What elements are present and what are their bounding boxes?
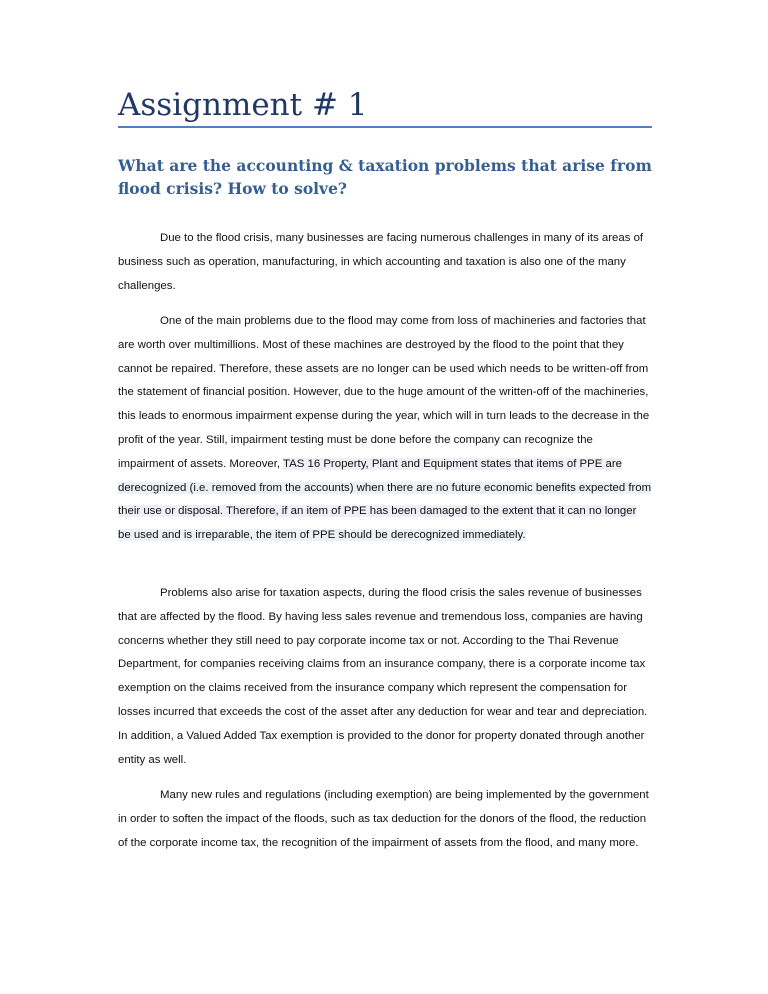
paragraph-1 bbox=[118, 227, 652, 298]
paragraph-2 bbox=[118, 310, 652, 548]
paragraph-2-text: One of the main problems due to the flood may come from loss of machineries and factories that are worth over multimillions. Most of these machines are destroyed by the flood to the point that they cannot be repaired. Therefore, these assets are no longer can be used which needs to be written-off from the statement of financial position. However, due to the huge amount of the written-off of the machineries, this leads to enormous impairment expense during the year, which will in turn leads to the decrease in the profit of the year. Still, impairment testing must be done before the company can recognize the impairment of assets. Moreover, bbox=[118, 315, 650, 470]
paragraph-4 bbox=[118, 784, 652, 855]
highlighted-text: TAS 16 Property, Plant and Equipment states that items of PPE are derecognized (i.e. removed from the accounts) when there are no future economic benefits expected from their use or disposal. Therefore, if an item of PPE has been damaged to the extent that it can no longer be used and is irreparable, the item of PPE should be derecognized immediately. bbox=[118, 457, 652, 542]
title-underline bbox=[118, 126, 652, 128]
question-heading: What are the accounting & taxation problems that arise from flood crisis? How to solve? bbox=[118, 156, 652, 198]
paragraph-3-text: Problems also arise for taxation aspects, during the flood crisis the sales revenue of businesses that are affected by the flood. By having less sales revenue and tremendous loss, companies are having concerns whether they still need to pay corporate income tax or not. According to the Thai Revenue Department, for companies receiving claims from an insurance company, there is a corporate income tax exemption on the claims received from the insurance company which represent the compensation for losses incurred that exceeds the cost of the asset after any deduction for wear and tear and depreciation. In addition, a Valued Added Tax exemption is provided to the donor for property donated through another entity as well. bbox=[118, 587, 648, 766]
document-title: Assignment # 1 bbox=[118, 87, 368, 123]
paragraph-4-text: Many new rules and regulations (including exemption) are being implemented by the government in order to soften the impact of the floods, such as tax deduction for the donors of the flood, the reduction of the corporate income tax, the recognition of the impairment of assets from the flood, and many more. bbox=[118, 789, 649, 849]
paragraph-1-text: Due to the flood crisis, many businesses are facing numerous challenges in many of its areas of business such as operation, manufacturing, in which accounting and taxation is also one of the many challenges. bbox=[118, 232, 644, 292]
paragraph-3 bbox=[118, 582, 652, 772]
